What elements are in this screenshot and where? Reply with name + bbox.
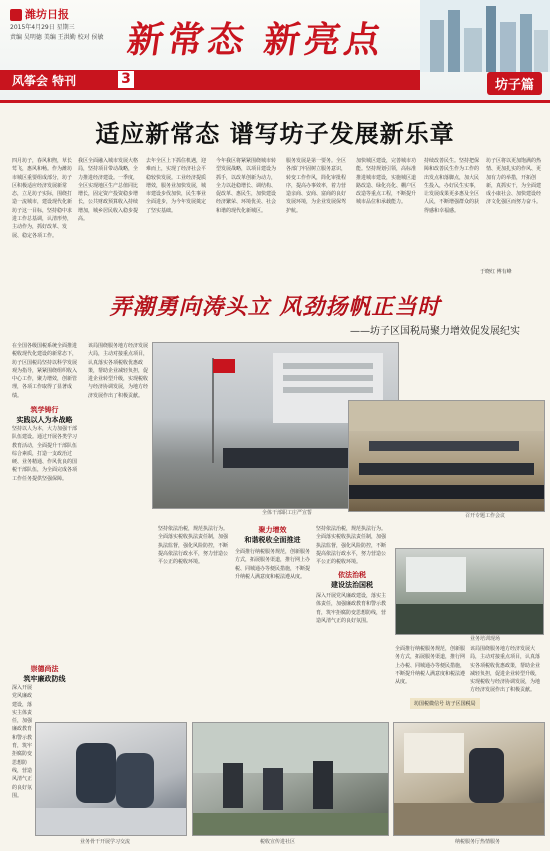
feature-subtitle: ——坊子区国税局聚力增效促发展纪实: [350, 326, 520, 337]
subhead-sublabel: 筑牢廉政防线: [23, 675, 66, 683]
subhead-label: 依法治税: [338, 571, 366, 579]
article-text: 坚持依法治税，规范执法行为。全面落实税收执法责任制，加强执法监督，强化风险防控，不断提高依法行政水平，努力营造公平公正的税收环境。: [158, 526, 229, 566]
subhead-1: [12, 405, 77, 425]
subhead-2: [235, 525, 310, 545]
subhead-sublabel: 实践以人为本战略: [16, 416, 73, 424]
photo-illustration: [36, 723, 186, 835]
photo-meeting-hall: [348, 400, 545, 512]
feature-headline: 弄潮勇向涛头立 风劲扬帆正当时: [109, 294, 441, 320]
author-credit: 于晓红 傅有峰: [480, 269, 512, 275]
photo-training: [395, 548, 544, 635]
photo-illustration: [396, 549, 543, 634]
subhead-label: 聚力增效: [258, 526, 287, 534]
feature-column-4: [235, 548, 310, 713]
photo-caption: 召开专题工作会议: [465, 513, 506, 519]
article-column-2: [78, 157, 140, 287]
issue-title: 新常态 新亮点: [124, 19, 388, 61]
article-column-5: [286, 157, 350, 287]
page-number: 3: [118, 71, 134, 88]
photo-staff-study: [35, 722, 187, 836]
article-column-4: [216, 157, 280, 287]
feature-column-5: [316, 525, 388, 565]
feature-column-8: [470, 645, 542, 695]
feature-column-6: [316, 592, 388, 712]
article-text: 我区全面融入城市发展大格局，坚持项目带动战略，全力推进经济建设。一季度，全区实现地区生产总值同比增长，固定资产投资稳步增长，公共财政预算收入持续增加，城乡居民收入稳步提高。: [78, 158, 139, 223]
city-skyline-graphic: [420, 0, 550, 72]
subhead-3: [316, 570, 388, 590]
article-text: 全面推行纳税服务规范，创新服务方式，拓展服务渠道，推行网上办税、同城通办等便民措施，不断提升纳税人满意度和税法遵从度。: [395, 646, 465, 686]
article-text: 坊子区将以更加饱满的热情、更加扎实的作风、更加有力的举措，开拓创新，真抓实干，为全面建成小康社会、加快建设经济文化强区而努力奋斗。: [486, 158, 542, 206]
logo-text: 潍坊日报: [25, 8, 69, 21]
photo-community-promo: [192, 722, 389, 836]
article-column-3: [146, 157, 210, 287]
article-text: 四月坊子，春风和煦，草长莺飞，惠风和畅。作为潍坊市城区重要组成部分，坊子区积极适应经济发展新常态，立足坊子实际，围绕打造一流城市，建设现代化新坊子这一目标，坚持稳中求进工作总基调，认清形势，主动作为，抓好改革、发展、稳定各项工作。: [12, 158, 72, 239]
article-text: 深入开展党风廉政建设，落实主体责任，加强廉政教育和警示教育，筑牢拒腐防变思想防线，营造风清气正的良好氛围。: [316, 593, 387, 624]
feature-column-7: [395, 645, 465, 695]
feature-column-2: [88, 342, 148, 712]
feature-column-3: [158, 525, 230, 715]
article-text: 坚持以人为本，大力加强干部队伍建设。通过开展各类学习教育活动，全面提升干部队伍综合素质，打造一支政治过硬、业务精通、作风优良的国税干部队伍，为全面完成各项工作任务提供坚强保障。: [12, 426, 77, 482]
feature-intro: [12, 342, 77, 402]
subhead-sublabel: 建设法治国税: [331, 581, 373, 589]
main-headline: 适应新常态 谱写坊子发展新乐章: [95, 119, 455, 148]
masthead: [0, 0, 550, 100]
photo-illustration: [193, 723, 388, 835]
article-column-7: [424, 157, 480, 287]
article-column-6: [356, 157, 418, 287]
editor-credits: 责编 吴明德 美编 王洪勤 校对 侯敏: [10, 34, 104, 41]
section-label: 风筝会 特刊: [12, 74, 77, 88]
article-text: 服务发展是第一要务。全区各部门牢固树立服务意识，转变工作作风，简化审批程序，提高办事效率，着力营造亲商、安商、富商的良好发展环境，为企业发展保驾护航。: [286, 158, 347, 214]
issue-date: 2015年4月29日 星期三: [10, 24, 75, 31]
photo-caption: 税收宣传进社区: [260, 839, 296, 845]
photo-caption: 业务骨干开展学习交流: [80, 839, 131, 845]
article-text: 在全国各级国税系统全面推进税收现代化建设的新常态下，坊子区国税局坚持以科学发展观为指导，紧紧围绕组织收入中心工作，聚力增效，创新管理，各项工作取得了显著成绩。: [12, 343, 77, 399]
article-text: 深入开展党风廉政建设，落实主体责任，加强廉政教育和警示教育，筑牢拒腐防变思想防线，营造风清气正的良好氛围。: [12, 685, 32, 799]
newspaper-logo: [10, 6, 69, 22]
article-text: 该局围绕服务地方经济发展大局，主动对接重点项目，认真落实各项税收优惠政策，帮助企业减轻负担，促进企业转型升级，实现税收与经济协调发展，为地方经济发展作出了积极贡献。: [470, 646, 541, 694]
subhead-label: 筑学铸行: [30, 406, 59, 414]
article-text: 今年我区将紧紧围绕城市转型发展战略，以项目建设为抓手，以改革创新为动力，全力以赴稳增长、调结构、促改革、惠民生，加快建设经济繁荣、环境优美、社会和谐的现代化新城区。: [216, 158, 277, 214]
photo-illustration: [349, 401, 544, 511]
article-text: 该局围绕服务地方经济发展大局，主动对接重点项目，认真落实各项税收优惠政策，帮助企业减轻负担，促进企业转型升级，实现税收与经济协调发展，为地方经济发展作出了积极贡献。: [88, 343, 148, 399]
photo-service-hall: [393, 722, 545, 836]
masthead-rule: [0, 100, 550, 103]
subhead-label: 崇德尚法: [30, 665, 59, 673]
subhead-5: [12, 664, 77, 684]
topic-tag: 坊子篇: [487, 72, 542, 95]
photo-caption: 全体干部职工庄严宣誓: [262, 510, 313, 516]
article-text: 加快城区建设，完善城市功能。坚持规划引领，高标准推进城市建设，实施城区道路改造、绿化亮化、棚户区改造等重点工程，不断提升城市品位和承载能力。: [356, 158, 417, 206]
article-column-1: [12, 157, 72, 287]
article-text: 坚持依法治税，规范执法行为。全面落实税收执法责任制，加强执法监督，强化风险防控，不断提高依法行政水平，努力营造公平公正的税收环境。: [316, 526, 387, 565]
article-column-8: [486, 157, 542, 267]
photo-caption: 业务培训现场: [470, 636, 501, 642]
contact-box: 坊国税微信号 坊子区国税局: [410, 698, 480, 709]
article-text: 去年全区上下抓住机遇，迎难而上，实现了经济社会平稳较快发展。工业经济提质增效，服务业加快发展，城市建设步伐加快，民生事业全面进步，为今年发展奠定了坚实基础。: [146, 158, 207, 214]
article-text: 全面推行纳税服务规范，创新服务方式，拓展服务渠道，推行网上办税、同城通办等便民措施，不断提升纳税人满意度和税法遵从度。: [235, 549, 310, 580]
feature-column-1b: [12, 684, 32, 824]
article-text: 持续改善民生。坚持把保障和改善民生作为工作的出发点和落脚点，加大民生投入，办好民生实事，让发展成果更多惠及全区人民，不断增强群众的获得感和幸福感。: [424, 158, 480, 214]
newspaper-seal-icon: [10, 9, 22, 21]
photo-illustration: [394, 723, 544, 835]
subhead-sublabel: 和谐税收全面推进: [244, 536, 301, 544]
feature-column-1: [12, 425, 77, 660]
photo-caption: 纳税服务厅热情服务: [455, 839, 501, 845]
